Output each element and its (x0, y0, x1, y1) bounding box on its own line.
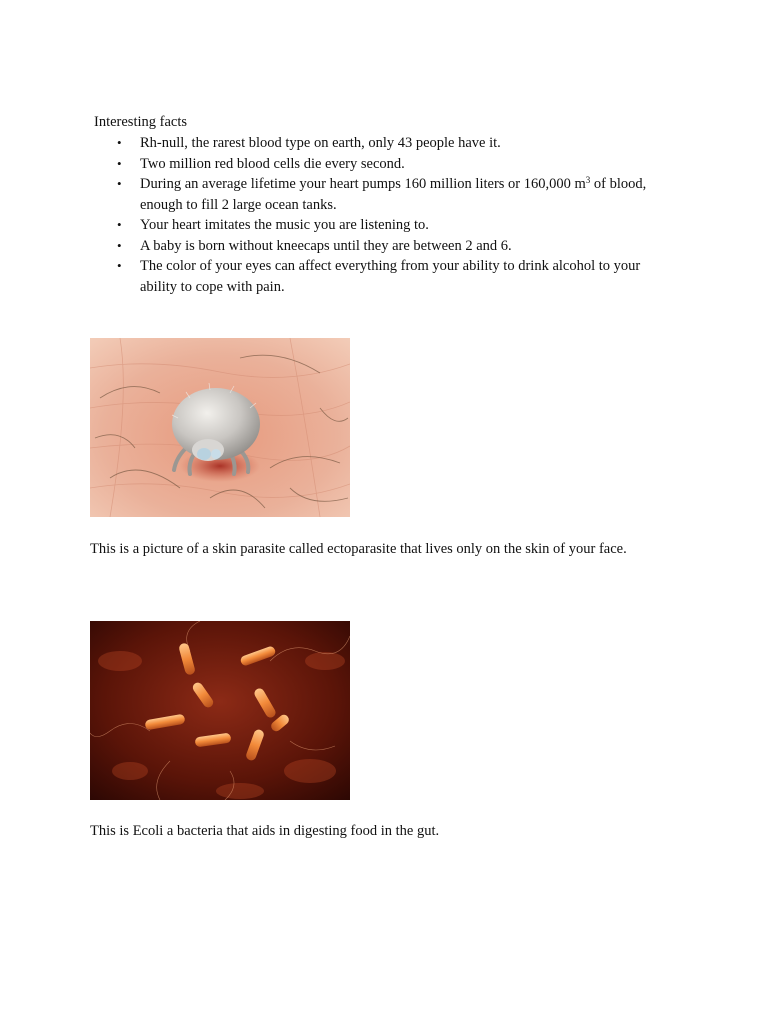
list-item (117, 215, 680, 236)
figure-caption: This is a picture of a skin parasite called ectoparasite that lives only on the skin of your face. (90, 541, 627, 557)
list-item (117, 154, 680, 175)
superscript: 3 (585, 175, 591, 185)
bullet-icon: • (117, 237, 122, 253)
fact-text: Two million red blood cells die every second. (140, 155, 405, 172)
facts-list (117, 133, 680, 297)
bullet-icon: • (117, 155, 122, 171)
bullet-icon: • (117, 258, 122, 273)
list-item (117, 174, 680, 215)
bullet-icon: • (117, 176, 122, 191)
bullet-icon: • (117, 217, 122, 232)
bullet-icon: • (117, 135, 122, 150)
section-heading: Interesting facts (94, 114, 188, 130)
ecoli-bacteria-photo (90, 621, 350, 800)
fact-text: The color of your eyes can affect everything from your ability to drink alcohol to your ability to cope with pain. (140, 258, 641, 295)
fact-text: Your heart imitates the music you are listening to. (140, 217, 429, 233)
figure-caption: This is Ecoli a bacteria that aids in digesting food in the gut. (90, 823, 440, 839)
list-item (117, 256, 680, 297)
list-item (117, 236, 680, 257)
fact-text-before: During an average lifetime your heart pumps 160 million liters or 160,000 m (140, 176, 586, 192)
fact-text: Rh-null, the rarest blood type on earth, only 43 people have it. (140, 135, 501, 151)
fact-text-after: of blood, enough to fill 2 large ocean tanks. (140, 176, 647, 213)
skin-mite-photo (90, 338, 350, 517)
list-item (117, 133, 680, 154)
fact-text: A baby is born without kneecaps until they are between 2 and 6. (140, 237, 512, 254)
